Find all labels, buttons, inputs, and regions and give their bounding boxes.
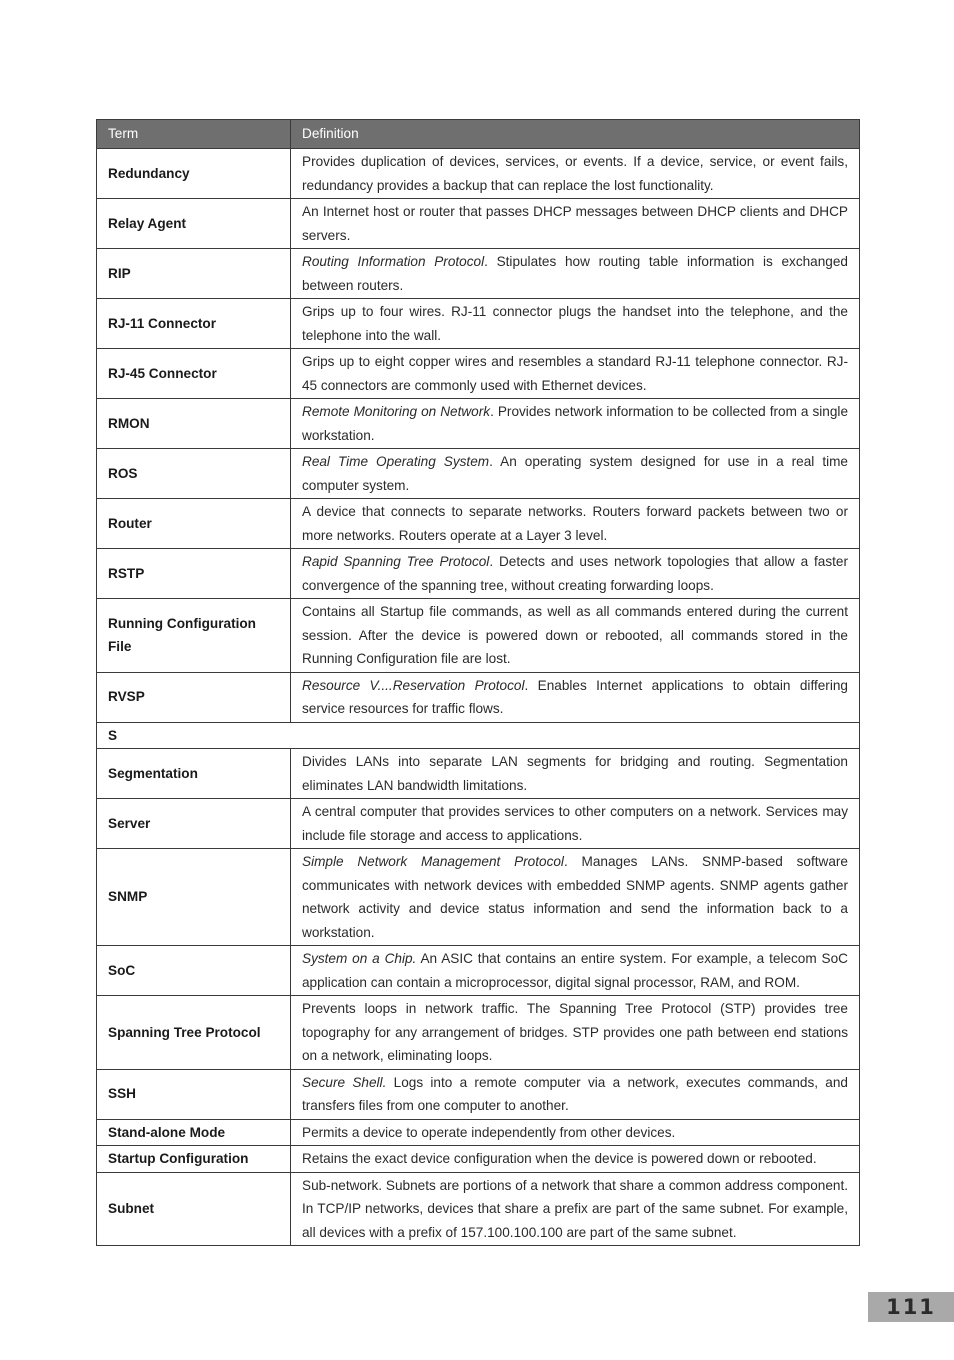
table-row — [97, 449, 860, 499]
table-row — [97, 149, 860, 199]
definition-cell — [291, 749, 860, 799]
term-cell: Subnet — [97, 1172, 291, 1246]
definition-text: Divides LANs into separate LAN segments for bridging and routing. Segmentation eliminates LAN bandwidth limitations. — [302, 754, 848, 793]
term-cell: RMON — [97, 399, 291, 449]
term-cell: Relay Agent — [97, 199, 291, 249]
term-cell: SNMP — [97, 849, 291, 946]
definition-cell — [291, 499, 860, 549]
definition-text: . Detects and uses network topologies that allow a faster convergence of the spanning tree, without creating forwarding loops. — [302, 554, 849, 593]
definition-cell — [291, 349, 860, 399]
page-number: 111 — [868, 1292, 954, 1322]
term-cell: RVSP — [97, 672, 291, 722]
header-definition: Definition — [291, 120, 860, 149]
definition-text: A central computer that provides services to other computers on a network. Services may include file storage and access to applications. — [302, 804, 848, 843]
definition-text: An ASIC that contains an entire system. For example, a telecom SoC application can contain a microprocessor, digital signal processor, RAM, and ROM. — [302, 951, 848, 990]
definition-cell — [291, 996, 860, 1070]
definition-cell — [291, 299, 860, 349]
definition-text: . Stipulates how routing table information is exchanged between routers. — [302, 254, 848, 293]
definition-cell — [291, 849, 860, 946]
definition-expansion: Real Time Operating System — [302, 454, 490, 469]
header-term: Term — [97, 120, 291, 149]
table-row — [97, 946, 860, 996]
table-row — [97, 249, 860, 299]
definition-text: . An operating system designed for use in a real time computer system. — [302, 454, 848, 493]
definition-text: A device that connects to separate networks. Routers forward packets between two or more networks. Routers operate at a Layer 3 level. — [302, 504, 848, 543]
definition-expansion: System on a Chip. — [302, 951, 417, 966]
definition-cell — [291, 799, 860, 849]
definition-text: Retains the exact device configuration when the device is powered down or rebooted. — [302, 1151, 817, 1166]
table-row — [97, 499, 860, 549]
definition-text: Logs into a remote computer via a network, executes commands, and transfers files from one computer to another. — [302, 1074, 848, 1113]
definition-cell — [291, 1172, 860, 1246]
table-row — [97, 849, 860, 946]
definition-cell — [291, 1146, 860, 1173]
section-row — [97, 722, 860, 749]
definition-cell — [291, 549, 860, 599]
definition-expansion: Simple Network Management Protocol — [302, 854, 564, 869]
table-row — [97, 996, 860, 1070]
term-cell: Segmentation — [97, 749, 291, 799]
definition-cell — [291, 1069, 860, 1119]
definition-cell — [291, 449, 860, 499]
table-row — [97, 1146, 860, 1173]
definition-text: Sub-network. Subnets are portions of a network that share a common address component. In TCP/IP networks, devices that share a prefix are part of the same subnet. For example, all devices with a prefix of 157.100.100.100 are part of the same subnet. — [302, 1177, 848, 1240]
definition-expansion: Resource V....Reservation Protocol — [302, 677, 525, 693]
table-row — [97, 749, 860, 799]
definition-text: . Enables Internet applications to obtain differing service resources for traffic flows. — [302, 677, 848, 716]
section-letter: S — [97, 722, 860, 749]
table-row — [97, 199, 860, 249]
definition-text: Contains all Startup file commands, as well as all commands entered during the current session. After the device is powered down or rebooted, all commands stored in the Running Configuration file are lost. — [302, 604, 848, 666]
table-row — [97, 549, 860, 599]
definition-cell — [291, 946, 860, 996]
term-cell: SSH — [97, 1069, 291, 1119]
term-cell: Router — [97, 499, 291, 549]
term-cell: RIP — [97, 249, 291, 299]
definition-expansion: Remote Monitoring on Network — [302, 404, 491, 419]
definition-text: Grips up to eight copper wires and resembles a standard RJ-11 telephone connector. RJ-45 connectors are commonly used with Ethernet devices. — [302, 354, 848, 393]
term-cell: RJ-45 Connector — [97, 349, 291, 399]
table-row — [97, 1119, 860, 1146]
table-row — [97, 299, 860, 349]
definition-expansion: Routing Information Protocol — [302, 254, 485, 269]
table-row — [97, 399, 860, 449]
glossary-table — [96, 119, 860, 1246]
term-cell: RSTP — [97, 549, 291, 599]
term-cell: Stand-alone Mode — [97, 1119, 291, 1146]
term-cell: Redundancy — [97, 149, 291, 199]
definition-cell — [291, 149, 860, 199]
definition-text: An Internet host or router that passes DHCP messages between DHCP clients and DHCP servers. — [302, 204, 848, 243]
definition-cell — [291, 399, 860, 449]
term-cell: ROS — [97, 449, 291, 499]
definition-cell — [291, 599, 860, 673]
term-cell: Server — [97, 799, 291, 849]
definition-expansion: Secure Shell. — [302, 1074, 387, 1090]
definition-cell — [291, 1119, 860, 1146]
table-row — [97, 599, 860, 673]
term-cell: RJ-11 Connector — [97, 299, 291, 349]
table-row — [97, 349, 860, 399]
table-row — [97, 1172, 860, 1246]
definition-text: Permits a device to operate independently from other devices. — [302, 1124, 676, 1140]
table-row — [97, 672, 860, 722]
definition-expansion: Rapid Spanning Tree Protocol — [302, 554, 490, 569]
table-row — [97, 799, 860, 849]
definition-cell — [291, 672, 860, 722]
definition-text: Prevents loops in network traffic. The Spanning Tree Protocol (STP) provides tree topography for any arrangement of bridges. STP provides one path between end stations on a network, eliminating loops. — [302, 1001, 848, 1063]
table-row — [97, 1069, 860, 1119]
term-cell: Spanning Tree Protocol — [97, 996, 291, 1070]
term-cell: Startup Configuration — [97, 1146, 291, 1173]
term-cell: Running Configuration File — [97, 599, 291, 673]
table-header-row — [97, 120, 860, 149]
definition-text: . Provides network information to be collected from a single workstation. — [302, 404, 848, 443]
definition-text: Grips up to four wires. RJ-11 connector plugs the handset into the telephone, and the telephone into the wall. — [302, 304, 848, 343]
definition-cell — [291, 249, 860, 299]
definition-text: . Manages LANs. SNMP-based software communicates with network devices with embedded SNMP agents. SNMP agents gather network activity and device status information and send the information back to a workstation. — [302, 854, 848, 940]
definition-text: Provides duplication of devices, services, or events. If a device, service, or event fails, redundancy provides a backup that can replace the lost functionality. — [302, 154, 848, 193]
definition-cell — [291, 199, 860, 249]
term-cell: SoC — [97, 946, 291, 996]
